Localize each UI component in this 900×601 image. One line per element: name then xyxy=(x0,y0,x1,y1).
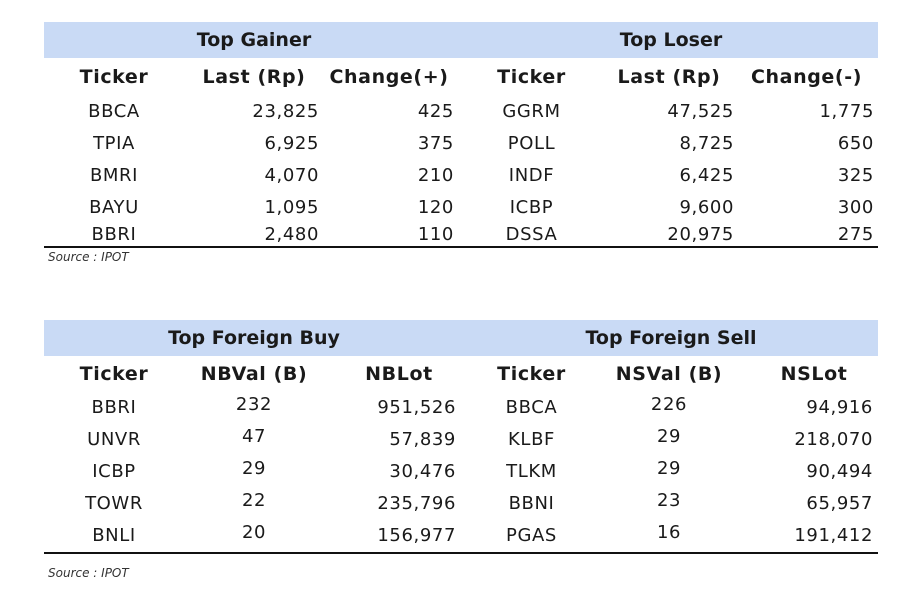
ticker-cell: GGRM xyxy=(502,101,561,122)
value-cell: 110 xyxy=(417,224,454,245)
value-cell: 218,070 xyxy=(794,429,873,450)
table-header-row xyxy=(44,356,878,392)
value-cell: 23 xyxy=(656,490,682,511)
ticker-cell: INDF xyxy=(508,165,555,186)
value-cell: 325 xyxy=(837,165,874,186)
table-row xyxy=(44,192,878,224)
ticker-cell: TLKM xyxy=(506,461,557,482)
ticker-cell: PGAS xyxy=(506,525,557,546)
value-cell: 275 xyxy=(837,224,874,245)
value-cell: 1,775 xyxy=(819,101,874,122)
col-header: Last (Rp) xyxy=(202,66,306,88)
ticker-cell: ICBP xyxy=(509,197,554,218)
gainer-loser-title-bar xyxy=(44,22,878,58)
ticker-cell: BBNI xyxy=(508,493,555,514)
ticker-cell: ICBP xyxy=(92,461,136,482)
col-header: Change(+) xyxy=(329,66,449,88)
value-cell: 47 xyxy=(241,426,267,447)
source-note: Source : IPOT xyxy=(48,250,129,264)
value-cell: 4,070 xyxy=(264,165,319,186)
ticker-cell: BBCA xyxy=(505,397,558,418)
value-cell: 47,525 xyxy=(667,101,734,122)
value-cell: 191,412 xyxy=(794,525,873,546)
table-row xyxy=(44,224,878,246)
ticker-cell: BBRI xyxy=(91,224,137,245)
table-row xyxy=(44,392,878,424)
table-header-row xyxy=(44,58,878,96)
source-note: Source : IPOT xyxy=(48,566,129,580)
ticker-cell: DSSA xyxy=(505,224,558,245)
value-cell: 90,494 xyxy=(806,461,873,482)
value-cell: 1,095 xyxy=(264,197,319,218)
table-row xyxy=(44,128,878,160)
value-cell: 2,480 xyxy=(264,224,319,245)
top-loser-title: Top Loser xyxy=(619,29,723,51)
top-foreign-sell-title: Top Foreign Sell xyxy=(585,327,757,349)
ticker-cell: TPIA xyxy=(93,133,135,154)
table-bottom-rule xyxy=(44,552,878,554)
ticker-cell: TOWR xyxy=(85,493,143,514)
value-cell: 375 xyxy=(417,133,454,154)
top-gainer-title: Top Gainer xyxy=(196,29,312,51)
value-cell: 951,526 xyxy=(377,397,456,418)
top-foreign-buy-title: Top Foreign Buy xyxy=(168,327,340,349)
value-cell: 650 xyxy=(837,133,874,154)
value-cell: 30,476 xyxy=(389,461,456,482)
value-cell: 29 xyxy=(241,458,267,479)
value-cell: 6,925 xyxy=(264,133,319,154)
ticker-cell: BBCA xyxy=(88,101,140,122)
table-row xyxy=(44,520,878,552)
value-cell: 94,916 xyxy=(806,397,873,418)
ticker-cell: KLBF xyxy=(508,429,555,450)
value-cell: 210 xyxy=(417,165,454,186)
col-header: Ticker xyxy=(497,66,566,88)
col-header: NBLot xyxy=(365,363,433,385)
ticker-cell: BNLI xyxy=(92,525,136,546)
value-cell: 156,977 xyxy=(377,525,456,546)
table-row xyxy=(44,424,878,456)
value-cell: 9,600 xyxy=(679,197,734,218)
value-cell: 226 xyxy=(650,394,688,415)
value-cell: 29 xyxy=(656,458,682,479)
ticker-cell: POLL xyxy=(507,133,556,154)
value-cell: 16 xyxy=(656,522,682,543)
table-row xyxy=(44,160,878,192)
value-cell: 20,975 xyxy=(667,224,734,245)
value-cell: 8,725 xyxy=(679,133,734,154)
value-cell: 300 xyxy=(837,197,874,218)
col-header: Last (Rp) xyxy=(617,66,721,88)
value-cell: 29 xyxy=(656,426,682,447)
col-header: Change(-) xyxy=(751,66,862,88)
gainer-loser-table xyxy=(44,22,878,248)
value-cell: 22 xyxy=(241,490,267,511)
value-cell: 425 xyxy=(417,101,454,122)
value-cell: 235,796 xyxy=(377,493,456,514)
table-row xyxy=(44,488,878,520)
foreign-title-bar xyxy=(44,320,878,356)
value-cell: 57,839 xyxy=(389,429,456,450)
value-cell: 65,957 xyxy=(806,493,873,514)
value-cell: 232 xyxy=(235,394,273,415)
ticker-cell: BAYU xyxy=(89,197,139,218)
table-row xyxy=(44,96,878,128)
foreign-flow-table xyxy=(44,320,878,554)
value-cell: 120 xyxy=(417,197,454,218)
value-cell: 6,425 xyxy=(679,165,734,186)
ticker-cell: BBRI xyxy=(91,397,137,418)
table-row xyxy=(44,456,878,488)
ticker-cell: BMRI xyxy=(89,165,139,186)
table-bottom-rule xyxy=(44,246,878,248)
value-cell: 20 xyxy=(241,522,267,543)
value-cell: 23,825 xyxy=(252,101,319,122)
ticker-cell: UNVR xyxy=(87,429,141,450)
col-header: NSLot xyxy=(780,363,848,385)
col-header: Ticker xyxy=(79,66,149,88)
col-header: NSVal (B) xyxy=(615,363,723,385)
col-header: NBVal (B) xyxy=(200,363,308,385)
col-header: Ticker xyxy=(497,363,566,385)
col-header: Ticker xyxy=(79,363,149,385)
